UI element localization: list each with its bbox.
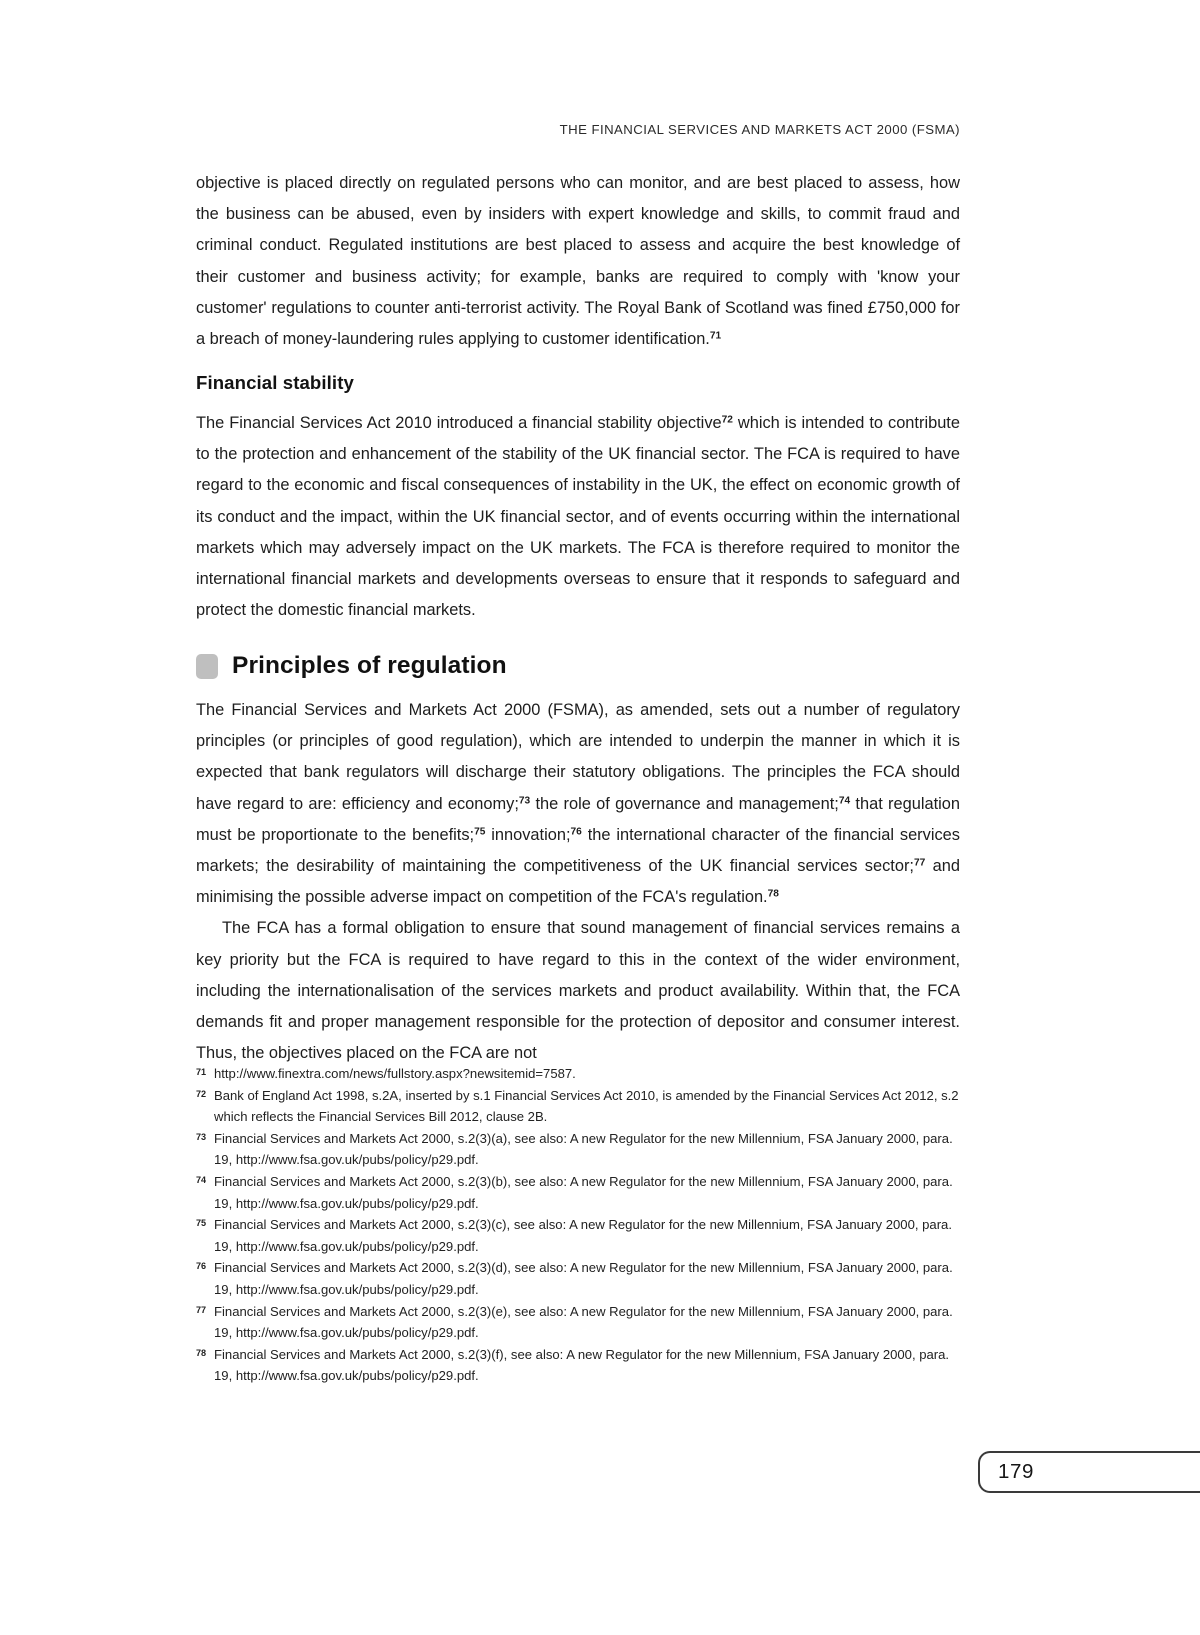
paragraph-opening [196,168,960,355]
paragraph-principles-text-a: The Financial Services and Markets Act 2000 (FSMA), as amended, sets out a number of regulatory principles (or principles of good regulation), which are intended to underpin the manner in which it is expected that bank regulators will discharge their statutory obligations. The principles the FCA should have regard to are: efficiency and economy; [196,701,960,813]
paragraph-principles-text-c: that regulation must be proportionate to the benefits; [196,794,961,844]
page-number: 179 [998,1460,1035,1483]
footnote-ref-76[interactable]: 76 [570,826,582,838]
paragraph-financial-stability-text-b: which is intended to contribute to the protection and enhancement of the stability of the UK financial sector. The FCA is required to have regard to the economic and fiscal consequences of instability in the UK, the effect on economic growth of its conduct and the impact, within the UK financial sector, and of events occurring within the international markets which may adversely impact on the UK markets. The FCA is therefore required to monitor the international financial markets and developments overseas to ensure that it responds to safeguard and protect the domestic financial markets. [196,414,960,620]
footnote-item [196,1171,960,1214]
footnote-ref-74[interactable]: 74 [838,795,851,807]
footnotes-list [196,1063,960,1387]
section-marker-icon [196,654,218,679]
paragraph-fca-obligation-text: The FCA has a formal obligation to ensure that sound management of financial services remains a key priority but the FCA is required to have regard to this in the context of the wider environment, including the internationalisation of the services markets and product availability. Within that, the FCA demands fit and proper management responsible for the protection of depositor and consumer interest. Thus, the objectives placed on the FCA are not [196,919,960,1063]
footnote-ref-78[interactable]: 78 [767,888,779,900]
footnote-number: 78 [196,1347,207,1358]
footnote-number: 74 [196,1174,207,1185]
footnote-text: Financial Services and Markets Act 2000, s.2(3)(f), see also: A new Regulator for the new Millennium, FSA January 2000, para. 19, http://www.fsa.gov.uk/pubs/policy/p29.pdf. [214,1346,950,1384]
footnote-item [196,1301,960,1344]
footnote-text: http://www.finextra.com/news/fullstory.aspx?newsitemid=7587. [214,1066,576,1081]
footnote-number: 75 [196,1218,207,1229]
footnote-number: 77 [196,1304,207,1315]
footnote-ref-71[interactable]: 71 [709,330,722,342]
footnote-number: 72 [196,1088,207,1099]
section-heading-principles-of-regulation [196,652,960,680]
footnote-text: Financial Services and Markets Act 2000, s.2(3)(c), see also: A new Regulator for the new Millennium, FSA January 2000, para. 19, http://www.fsa.gov.uk/pubs/policy/p29.pdf. [214,1217,952,1254]
footnote-text: Financial Services and Markets Act 2000, s.2(3)(d), see also: A new Regulator for the new Millennium, FSA January 2000, para. 19, http://www.fsa.gov.uk/pubs/policy/p29.pdf. [214,1260,953,1297]
paragraph-principles [196,695,960,1069]
footnote-text: Financial Services and Markets Act 2000, s.2(3)(b), see also: A new Regulator for the new Millennium, FSA January 2000, para. 19, http://www.fsa.gov.uk/pubs/policy/p29.pdf. [214,1173,953,1211]
paragraph-principles-text-e: the international character of the financial services markets; the desirability of maintaining the competitiveness of the UK financial services sector; [196,825,960,876]
page-number-box [978,1451,1200,1493]
footnote-number: 76 [196,1261,207,1272]
footnote-item [196,1063,960,1085]
section-heading-label: Principles of regulation [232,652,507,679]
footnote-text: Financial Services and Markets Act 2000, s.2(3)(a), see also: A new Regulator for the new Millennium, FSA January 2000, para. 19, http://www.fsa.gov.uk/pubs/policy/p29.pdf. [214,1130,953,1168]
footnote-item [196,1214,960,1257]
footnote-ref-72[interactable]: 72 [721,414,733,426]
footnote-text: Financial Services and Markets Act 2000, s.2(3)(e), see also: A new Regulator for the new Millennium, FSA January 2000, para. 19, http://www.fsa.gov.uk/pubs/policy/p29.pdf. [214,1303,953,1341]
footnote-item [196,1085,960,1128]
paragraph-opening-text: objective is placed directly on regulated persons who can monitor, and are best placed to assess, how the business can be abused, even by insiders with expert knowledge and skills, to commit fraud and criminal conduct. Regulated institutions are best placed to assess and acquire the best knowledge of their customer and business activity; for example, banks are required to comply with 'know your customer' regulations to counter anti-terrorist activity. The Royal Bank of Scotland was fined £750,000 for a breach of money-laundering rules applying to customer identification. [196,174,960,349]
paragraph-financial-stability [196,408,960,626]
footnote-number: 73 [196,1131,207,1142]
footnote-ref-75[interactable]: 75 [474,826,486,838]
subheading-financial-stability: Financial stability [196,372,354,393]
footnote-text: Bank of England Act 1998, s.2A, inserted by s.1 Financial Services Act 2010, is amended by the Financial Services Act 2012, s.2 which reflects the Financial Services Bill 2012, clause 2B. [214,1087,959,1125]
footnote-number: 71 [196,1067,207,1077]
footnote-item [196,1344,960,1387]
paragraph-principles-text-b: the role of governance and management; [530,794,839,813]
paragraph-principles-text-d: innovation; [485,825,571,844]
footnote-ref-77[interactable]: 77 [913,857,926,869]
running-header: THE FINANCIAL SERVICES AND MARKETS ACT 2000 (FSMA) [559,122,960,137]
paragraph-financial-stability-text-a: The Financial Services Act 2010 introduced a financial stability objective [196,414,722,432]
footnote-item [196,1257,960,1300]
footnote-ref-73[interactable]: 73 [518,795,531,807]
paragraph-principles-text-f: and minimising the possible adverse impact on competition of the FCA's regulation. [196,857,960,907]
footnote-item [196,1128,960,1171]
